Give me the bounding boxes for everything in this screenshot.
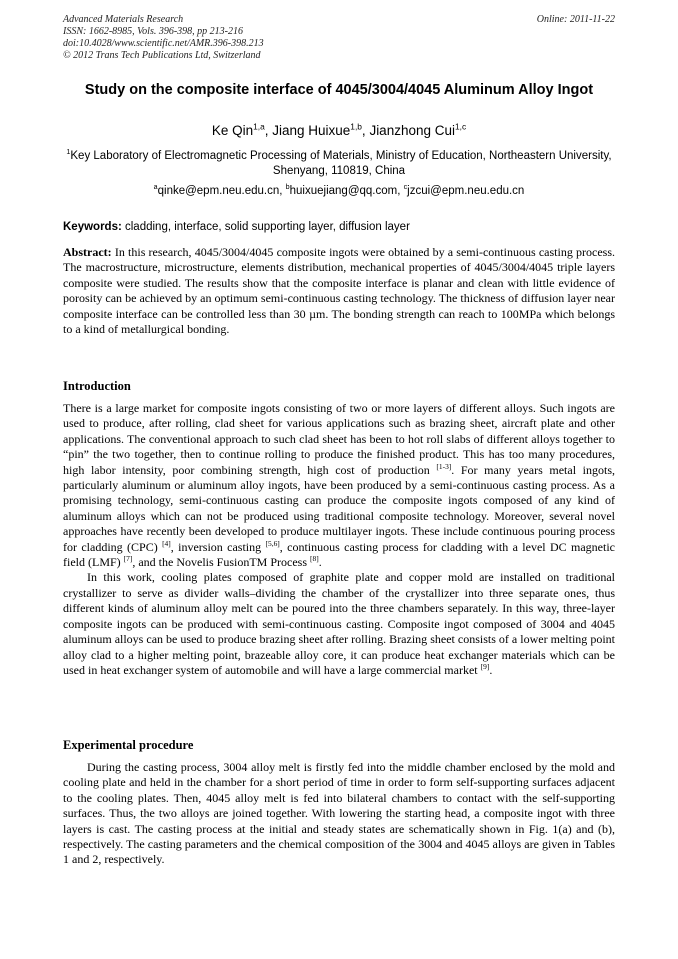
experimental-body <box>63 760 615 868</box>
introduction-body <box>63 401 615 678</box>
keywords-label: Keywords: <box>63 221 122 233</box>
affiliation <box>63 149 615 179</box>
journal-name: Advanced Materials Research <box>63 14 184 25</box>
online-date: Online: 2011-11-22 <box>536 14 615 25</box>
citation: [8] <box>310 554 319 564</box>
citation: [9] <box>480 661 490 671</box>
introduction-paragraph-1 <box>63 401 615 570</box>
author-name: Jiang Huixue <box>272 123 351 138</box>
journal-header <box>63 14 264 62</box>
author-sup: 1,c <box>455 121 467 132</box>
email-address: jzcui@epm.neu.edu.cn <box>407 185 525 197</box>
affiliation-text: Key Laboratory of Electromagnetic Processing of Materials, Ministry of Education, Northeastern University, Shenyang, 110819, China <box>70 150 612 177</box>
text-run: , and the Novelis FusionTM Process <box>132 555 310 570</box>
text-run: , continuous casting process for cladding with a level DC magnetic field (LMF) <box>63 539 615 570</box>
text-run: In this work, cooling plates composed of graphite plate and copper mold are installed on traditional crystallizer to serve as divider walls–dividing the chamber of the crystallizer into three separate ones, thus different kinds of aluminum alloy melt can be poured into the three chambers separately. In this way, three-layer composite ingots can be produced with semi-continuous casting. Composite ingot composed of 3004 and 4045 aluminum alloys can be used to produce brazing sheet after rolling. Brazing sheet consists of a lower melting point alloy clad to a higher melting point, brazeable alloy core, it can produce heat exchanger materials which can be used in heat exchanger system of automobile and will have a large commercial market <box>63 570 615 677</box>
abstract-label: Abstract: <box>63 245 112 259</box>
email-list: $^a$qinke@epm.neu.edu.cn, $^b$huixuejiang@qq.com, $^c$jzcui@epm.neu.edu.cn <box>153 183 525 197</box>
citation: [5,6] <box>265 538 280 548</box>
text-run: , inversion casting <box>170 539 266 554</box>
citation: [4] <box>162 538 171 548</box>
author-name: Ke Qin <box>211 123 254 138</box>
text-run: . <box>489 662 493 677</box>
text-run: . For many years metal ingots, particularly aluminum or aluminum alloy ingots, have been produced by a semi-continuous casting process. As a promising technology, semi-continuous casting can produce the composite ingots composed of any kind of aluminum alloys which can not be produced using traditional composite technology. Moreover, several novel approaches have recently been developed to produce multilayer ingots. These include continuous pouring process for cladding (CPC) <box>63 462 616 554</box>
abstract <box>63 245 615 337</box>
email-sup: c <box>403 183 408 192</box>
affiliation-sup: 1 <box>66 148 71 157</box>
experimental-heading: Experimental procedure <box>63 738 194 752</box>
author-sup: 1,a <box>253 121 265 132</box>
text-run: There is a large market for composite ingots consisting of two or more layers of different alloys. Such ingots are used to produce, after rolling, clad sheet for various applications such as brazing sheet, aircraft plate and other applications. The conventional approach to such clad sheet has been to hot roll slabs of different alloys together to “pin” the two together, then to continue rolling to produce the finished product. This has too many procedures, high labor intensity, poor combining strength, high cost of production <box>63 401 615 477</box>
journal-issn: ISSN: 1662-8985, Vols. 396-398, pp 213-216 <box>63 26 243 37</box>
text-run: . <box>318 555 322 570</box>
email-address: huixuejiang@qq.com <box>289 185 398 197</box>
email-sup: a <box>153 183 158 192</box>
introduction-heading: Introduction <box>63 379 131 393</box>
paper-title: Study on the composite interface of 4045/3004/4045 Aluminum Alloy Ingot <box>84 82 594 98</box>
journal-copyright: © 2012 Trans Tech Publications Ltd, Switzerland <box>63 50 261 61</box>
author-name: Jianzhong Cui <box>369 123 455 138</box>
author-sup: 1,b <box>350 121 362 132</box>
email-sup: b <box>285 183 290 192</box>
author-list: Ke Qin$^{1,a}$, Jiang Huixue$^{1,b}$, Jianzhong Cui$^{1,c}$ <box>211 121 467 138</box>
experimental-paragraph-1: During the casting process, 3004 alloy melt is firstly fed into the middle chamber enclosed by the mold and cooling plate and held in the chamber for a short period of time in order to form self-supporting surfaces adjacent to the cooling plates. Then, 4045 alloy melt is fed into bilateral chambers to contact with the self-supporting surfaces. Thus, the two alloys are joined together. With lowering the starting head, a composite ingot with three layers is cast. The casting process at the initial and steady states are schematically shown in Fig. 1(a) and (b), respectively. The casting parameters and the chemical composition of the 3004 and 4045 alloys are given in Tables 1 and 2, respectively. <box>63 760 615 867</box>
email-address: qinke@epm.neu.edu.cn <box>157 185 280 197</box>
keywords <box>63 220 615 235</box>
citation: [7] <box>123 554 133 564</box>
citation: [1-3] <box>436 461 452 471</box>
abstract-text: In this research, 4045/3004/4045 composite ingots were obtained by a semi-continuous casting process. The macrostructure, microstructure, elements distribution, mechanical properties of 4045/3004/4045 triple layers composite were studied. The results show that the composite interface is planar and clean with little evidence of porosity can be achieved by an optimum semi-continuous casting technology. The thickness of diffusion layer near composite interface can be controlled less than 30 µm. The bonding strength can reach to 100MPa which belongs to a kind of metallurgical bonding. <box>63 245 615 337</box>
introduction-paragraph-2 <box>63 570 615 678</box>
keywords-text: cladding, interface, solid supporting layer, diffusion layer <box>125 221 410 233</box>
journal-doi: doi:10.4028/www.scientific.net/AMR.396-398.213 <box>63 38 264 49</box>
